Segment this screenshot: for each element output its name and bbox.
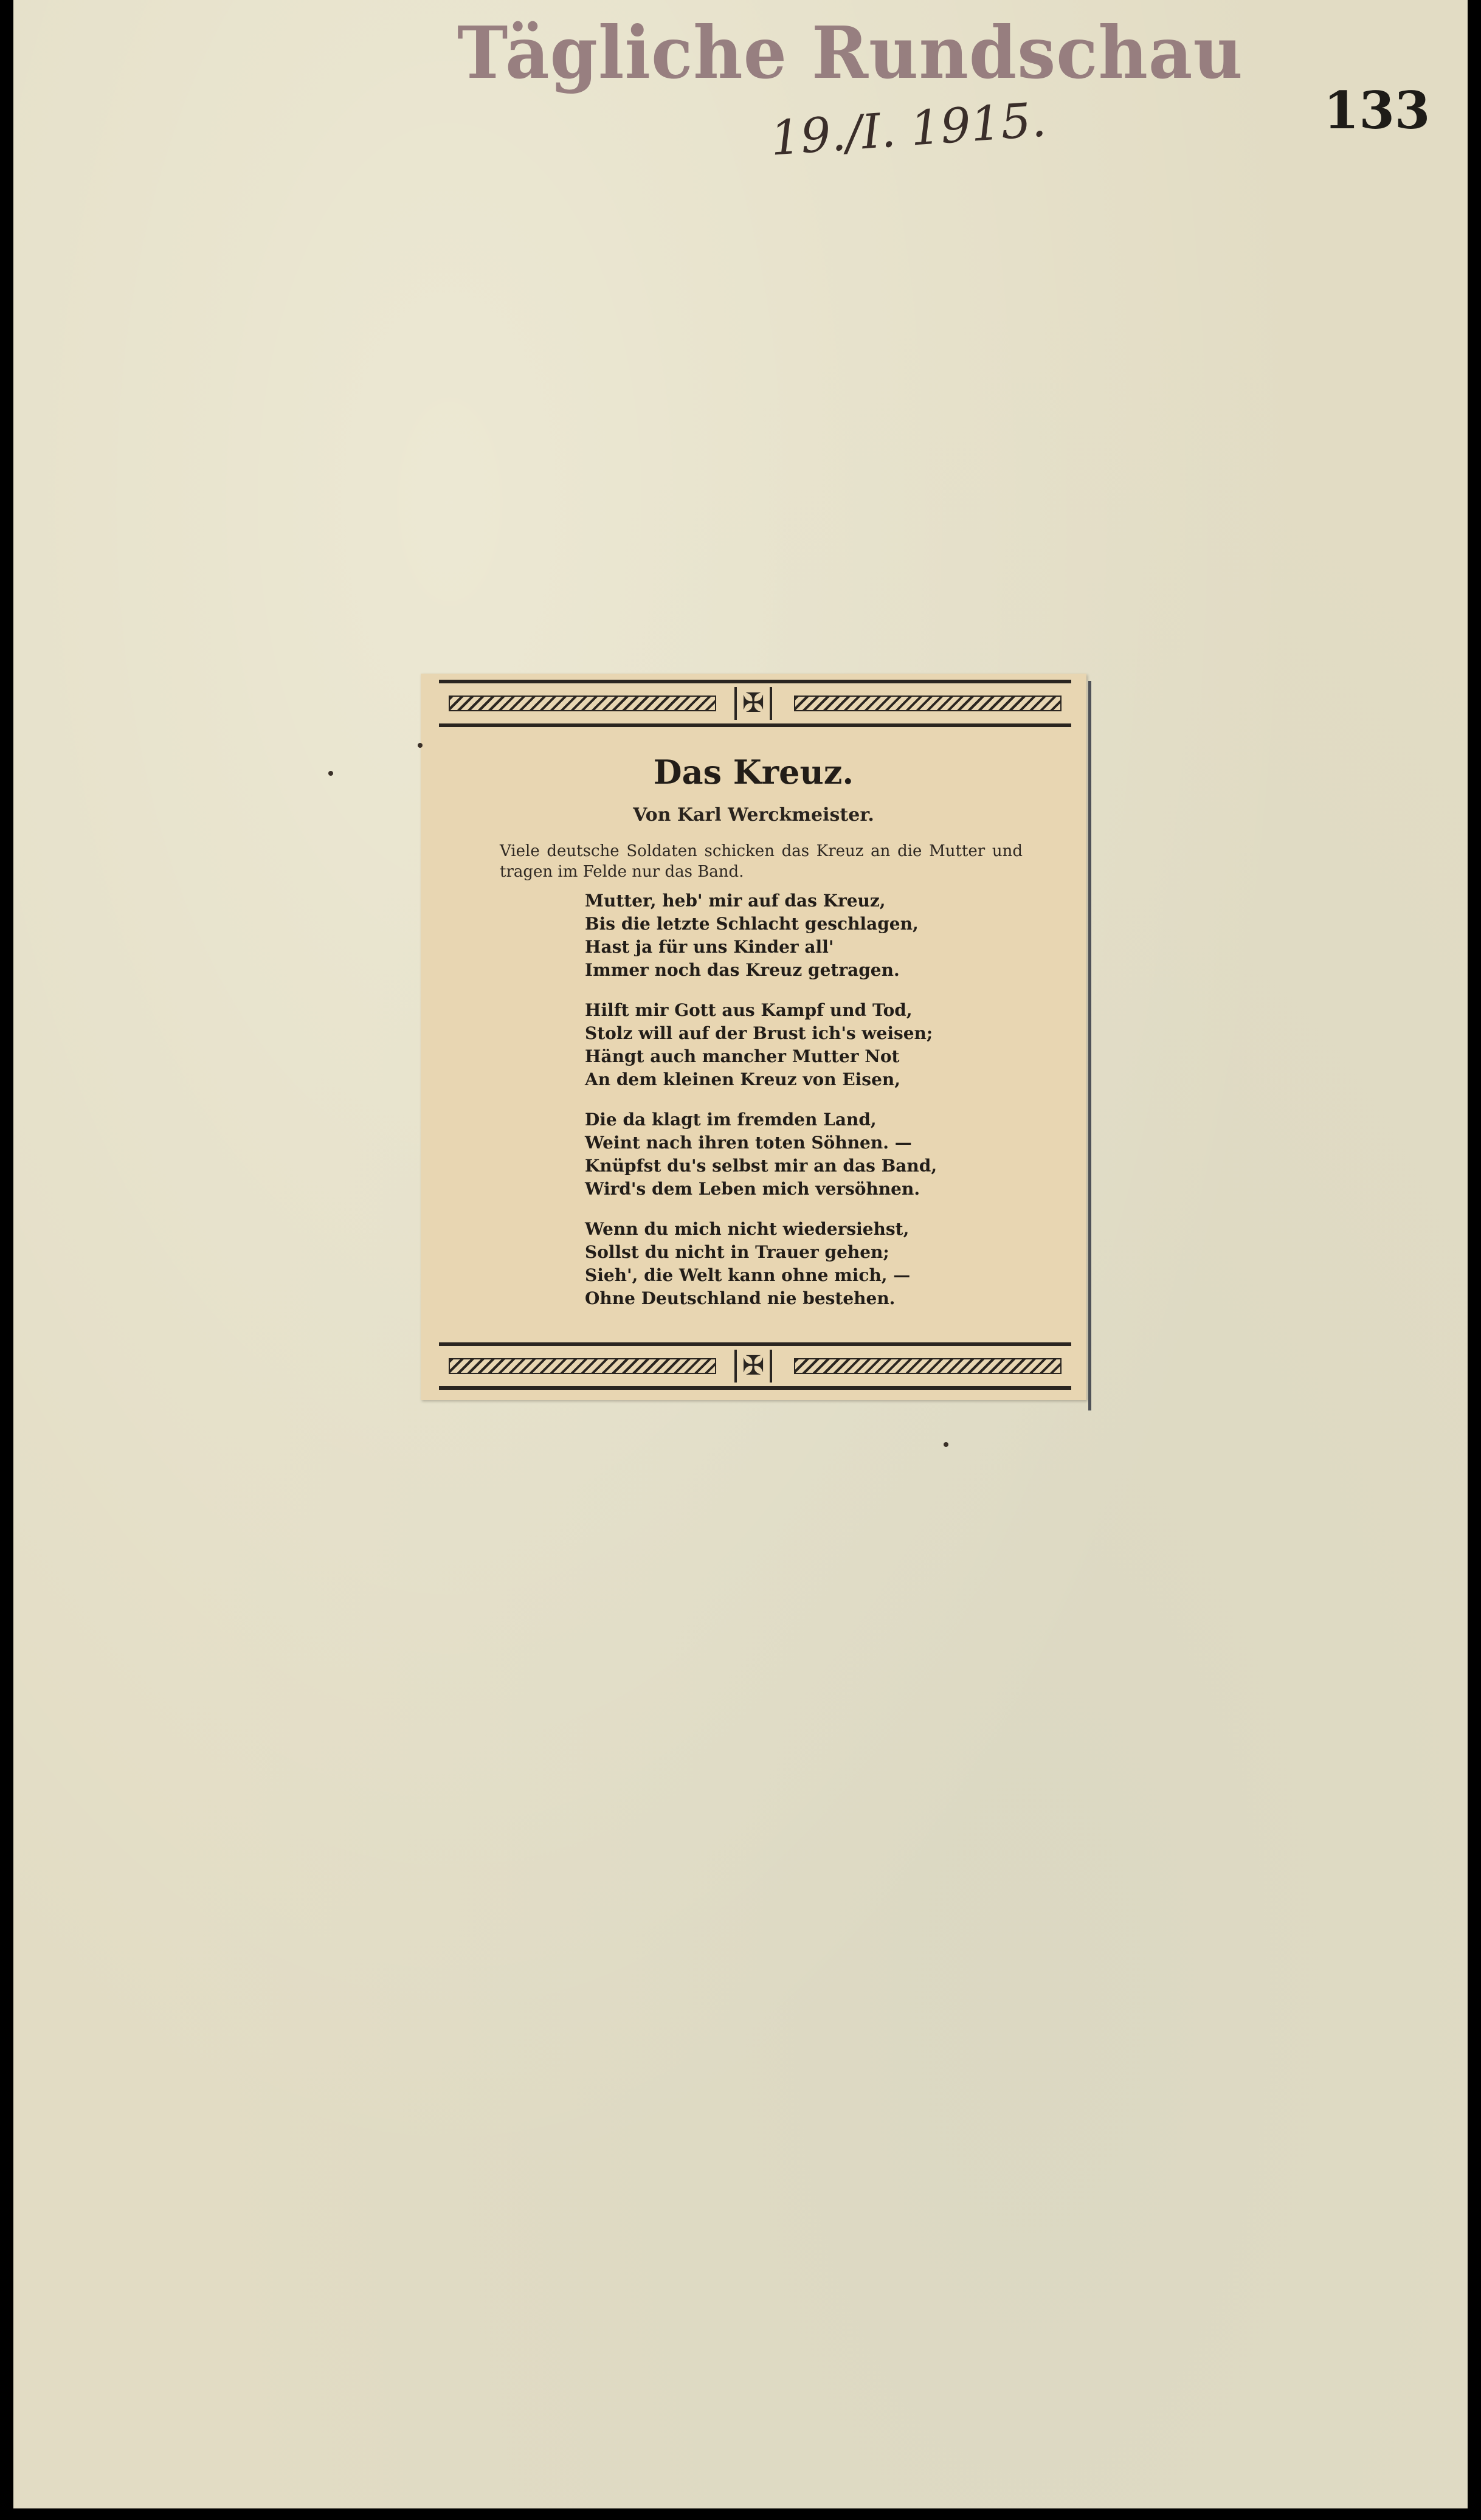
poem-line: Hast ja für uns Kinder all': [585, 937, 834, 957]
poem-line: Hilft mir Gott aus Kampf und Tod,: [585, 1000, 913, 1020]
poem-line: Bis die letzte Schlacht geschlagen,: [585, 914, 919, 934]
poem-line: Wird's dem Leben mich versöhnen.: [585, 1179, 920, 1199]
poem-title: Das Kreuz.: [653, 753, 854, 792]
stanza-3: [585, 1108, 1010, 1201]
poem-line: Die da klagt im fremden Land,: [585, 1110, 877, 1130]
newspaper-clipping: [421, 674, 1086, 1400]
stanza-4: [585, 1218, 1010, 1310]
iron-cross-icon: ✠: [734, 1350, 772, 1383]
iron-cross-icon: ✠: [734, 687, 772, 720]
stanza-2: [585, 999, 1010, 1091]
top-ornament-band: [439, 680, 1071, 727]
poem-line: Knüpfst du's selbst mir an das Band,: [585, 1156, 937, 1176]
paper-speck: [944, 1442, 948, 1447]
poem-byline: Von Karl Werckmeister.: [633, 804, 874, 826]
poem-line: Hängt auch mancher Mutter Not: [585, 1046, 900, 1066]
poem-line: Sollst du nicht in Trauer gehen;: [585, 1242, 889, 1262]
newspaper-stamp: Tägliche Rundschau: [457, 11, 1243, 95]
paper-speck: [418, 743, 423, 748]
bottom-ornament-band: [439, 1342, 1071, 1390]
poem-line: Immer noch das Kreuz getragen.: [585, 960, 900, 980]
handwritten-date: 19./I. 1915.: [768, 92, 1048, 167]
clipping-edge-shadow: [1088, 681, 1091, 1410]
poem-note: Viele deutsche Soldaten schicken das Kreuz an die Mutter und tragen im Felde nur das Band.: [500, 842, 1023, 881]
poem-line: Stolz will auf der Brust ich's weisen;: [585, 1023, 933, 1043]
laurel-ornament-right: [794, 696, 1062, 711]
poem-line: Ohne Deutschland nie bestehen.: [585, 1288, 896, 1308]
archive-sheet: [13, 0, 1468, 2508]
laurel-ornament-left: [449, 696, 716, 711]
poem-line: Mutter, heb' mir auf das Kreuz,: [585, 891, 886, 911]
poem-line: Sieh', die Welt kann ohne mich, —: [585, 1265, 911, 1285]
poem-line: An dem kleinen Kreuz von Eisen,: [585, 1069, 900, 1089]
laurel-ornament-left: [449, 1358, 716, 1374]
laurel-ornament-right: [794, 1358, 1062, 1374]
poem-line: Weint nach ihren toten Söhnen. —: [585, 1133, 912, 1153]
paper-speck: [328, 771, 333, 776]
poem-line: Wenn du mich nicht wiedersiehst,: [585, 1219, 910, 1239]
page-number: 133: [1324, 80, 1431, 140]
stanza-1: [585, 889, 1010, 982]
